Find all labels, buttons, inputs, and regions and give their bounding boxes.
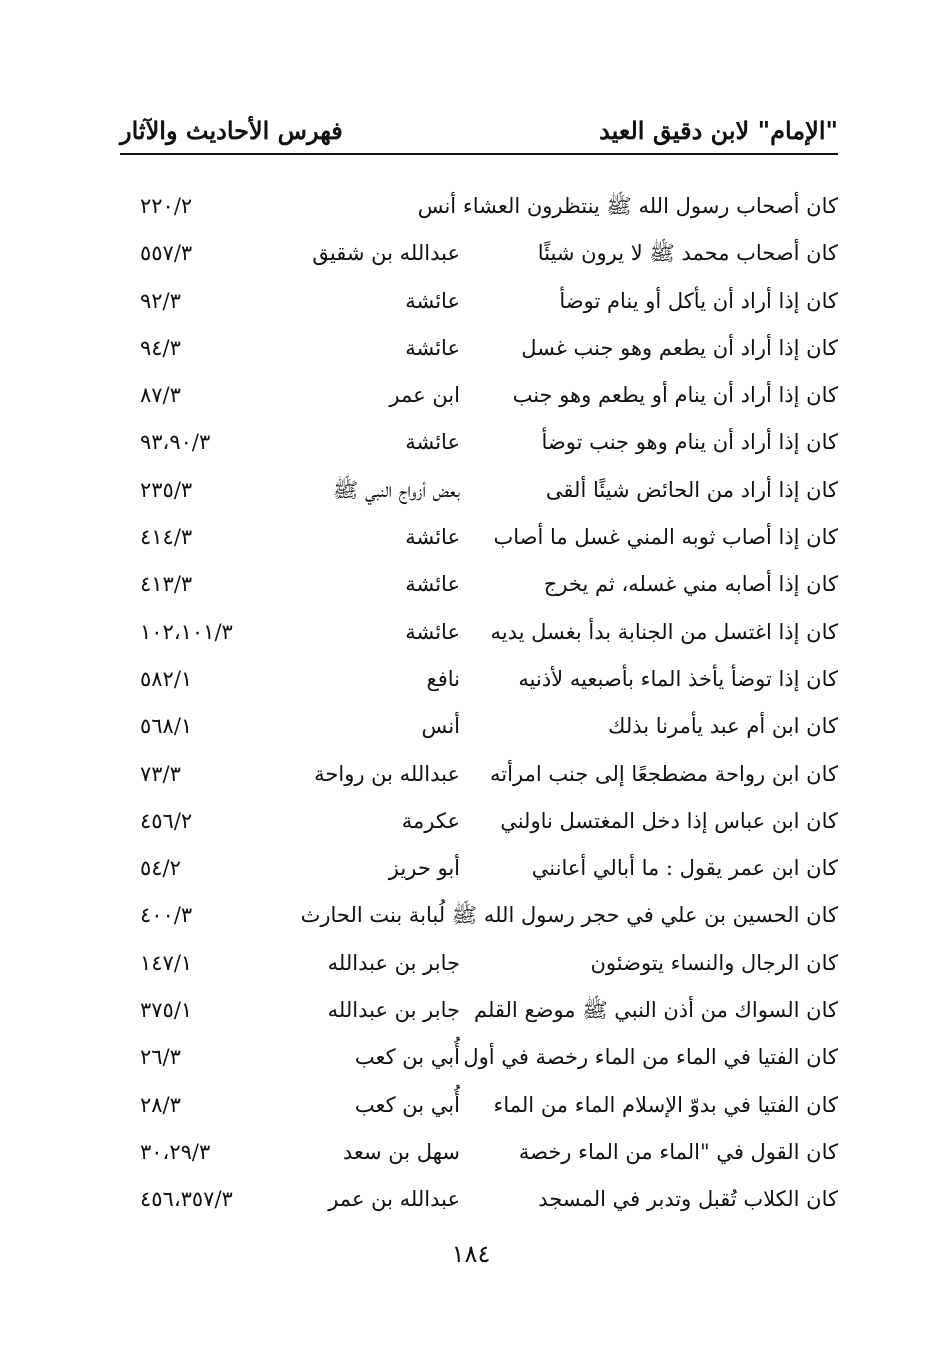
volume-page-ref: ٧٣/٣ xyxy=(140,761,181,786)
index-entry xyxy=(120,940,838,987)
volume-page-ref: ٢٢٠/٢ xyxy=(140,194,193,218)
index-entry xyxy=(120,467,838,514)
narrator: عبدالله بن رواحة xyxy=(314,761,460,786)
narrator: عائشة xyxy=(405,335,460,360)
index-entry xyxy=(120,1082,838,1129)
narrator: عائشة xyxy=(405,288,460,313)
index-entry xyxy=(120,183,838,230)
hadith-text: كان أصحاب محمد ﷺ لا يرون شيئًا xyxy=(537,241,838,266)
narrator: ابن عمر xyxy=(389,383,460,408)
volume-page-ref: ٣٠،٢٩/٣ xyxy=(140,1139,211,1164)
index-entry xyxy=(120,561,838,608)
volume-page-ref: ٥٦٨/١ xyxy=(140,714,193,739)
volume-page-ref: ٤٠٠/٣ xyxy=(140,903,193,928)
index-entry xyxy=(120,845,838,892)
index-entry xyxy=(120,1176,838,1223)
hadith-text: كان إذا اغتسل من الجنابة بدأ بغسل يديه xyxy=(490,619,838,644)
volume-page-ref: ٢٦/٣ xyxy=(140,1045,181,1070)
volume-page-ref: ١٤٧/١ xyxy=(140,950,193,975)
index-entry xyxy=(120,278,838,325)
narrator: أُبي بن كعب xyxy=(354,1092,460,1117)
hadith-text: كان إذا أراد أن يطعم وهو جنب غسل xyxy=(521,335,838,360)
narrator: بعض أزواج النبي ﷺ xyxy=(332,477,460,502)
hadith-text: كان إذا أراد أن ينام أو يطعم وهو جنب xyxy=(512,383,838,408)
volume-page-ref: ٤٥٦/٢ xyxy=(140,808,193,833)
narrator: أنس xyxy=(421,714,460,739)
volume-page-ref: ٢٣٥/٣ xyxy=(140,477,193,502)
index-entry xyxy=(120,751,838,798)
volume-page-ref: ٥٨٢/١ xyxy=(140,666,193,691)
hadith-text: كان الفتيا في الماء من الماء رخصة في أول xyxy=(463,1045,838,1070)
hadith-text: كان إذا أصاب ثوبه المني غسل ما أصاب xyxy=(493,525,838,550)
index-entry xyxy=(120,325,838,372)
page-number: ١٨٤ xyxy=(451,1240,491,1268)
index-entry xyxy=(120,514,838,561)
hadith-text: كان الفتيا في بدوّ الإسلام الماء من الماء xyxy=(493,1092,838,1117)
hadith-text: كان ابن أم عبد يأمرنا بذلك xyxy=(608,714,838,739)
hadith-text: كان إذا توضأ يأخذ الماء بأصبعيه لأذنيه xyxy=(518,666,838,691)
index-entry xyxy=(120,1034,838,1081)
volume-page-ref: ٩٣،٩٠/٣ xyxy=(140,430,211,455)
hadith-text: كان إذا أصابه مني غسله، ثم يخرج xyxy=(543,572,838,597)
book-title: "الإمام" لابن دقيق العيد xyxy=(599,116,838,145)
volume-page-ref: ٥٤/٢ xyxy=(140,856,181,881)
narrator: جابر بن عبدالله xyxy=(327,998,460,1023)
hadith-text: كان الكلاب تُقبل وتدبر في المسجد xyxy=(538,1187,838,1212)
volume-page-ref: ٩٤/٣ xyxy=(140,335,181,360)
narrator: أبو حريز xyxy=(388,856,460,881)
hadith-text: كان ابن رواحة مضطجعًا إلى جنب امرأته xyxy=(490,761,838,786)
volume-page-ref: ٨٧/٣ xyxy=(140,383,181,408)
index-entry xyxy=(120,703,838,750)
hadith-text: كان الرجال والنساء يتوضئون xyxy=(590,950,838,975)
narrator: عبدالله بن عمر xyxy=(328,1187,460,1212)
index-entry xyxy=(120,372,838,419)
volume-page-ref: ٤٥٦،٣٥٧/٣ xyxy=(140,1187,233,1212)
index-entry xyxy=(120,656,838,703)
volume-page-ref: ٩٢/٣ xyxy=(140,288,181,313)
section-title: فهرس الأحاديث والآثار xyxy=(120,116,343,145)
hadith-text: كان ابن عباس إذا دخل المغتسل ناولني xyxy=(500,808,838,833)
hadith-text: كان إذا أراد من الحائض شيئًا ألقى xyxy=(545,477,838,502)
header-divider xyxy=(120,153,838,155)
volume-page-ref: ٢٨/٣ xyxy=(140,1092,181,1117)
volume-page-ref: ٥٥٧/٣ xyxy=(140,241,193,266)
volume-page-ref: ١٠٢،١٠١/٣ xyxy=(140,619,233,644)
narrator: نافع xyxy=(426,666,460,691)
index-entry xyxy=(120,230,838,277)
index-entry xyxy=(120,1129,838,1176)
hadith-text: كان السواك من أذن النبي ﷺ موضع القلم xyxy=(473,998,838,1023)
index-entry xyxy=(120,609,838,656)
hadith-text: كان إذا أراد أن يأكل أو ينام توضأ xyxy=(559,288,838,313)
narrator: عائشة xyxy=(405,572,460,597)
hadith-text: كان أصحاب رسول الله ﷺ ينتظرون العشاء أنس xyxy=(417,194,838,218)
volume-page-ref: ٤١٣/٣ xyxy=(140,572,193,597)
index-entry xyxy=(120,892,838,939)
index-entry xyxy=(120,798,838,845)
hadith-index-list xyxy=(120,183,838,1224)
narrator: عائشة xyxy=(405,619,460,644)
narrator: عائشة xyxy=(405,430,460,455)
page-header xyxy=(120,112,838,152)
narrator: أُبي بن كعب xyxy=(354,1045,460,1070)
hadith-text: كان الحسين بن علي في حجر رسول الله ﷺ لُبابة بنت الحارث xyxy=(300,903,838,928)
narrator: سهل بن سعد xyxy=(342,1139,460,1164)
index-entry xyxy=(120,987,838,1034)
narrator: عكرمة xyxy=(401,808,460,833)
narrator: جابر بن عبدالله xyxy=(327,950,460,975)
narrator: عبدالله بن شقيق xyxy=(312,241,460,266)
hadith-text: كان إذا أراد أن ينام وهو جنب توضأ xyxy=(541,430,838,455)
volume-page-ref: ٣٧٥/١ xyxy=(140,998,193,1023)
hadith-text: كان القول في "الماء من الماء رخصة xyxy=(518,1139,838,1164)
hadith-text: كان ابن عمر يقول : ما أبالي أعانني xyxy=(531,856,838,881)
narrator: عائشة xyxy=(405,525,460,550)
volume-page-ref: ٤١٤/٣ xyxy=(140,525,193,550)
index-entry xyxy=(120,419,838,466)
